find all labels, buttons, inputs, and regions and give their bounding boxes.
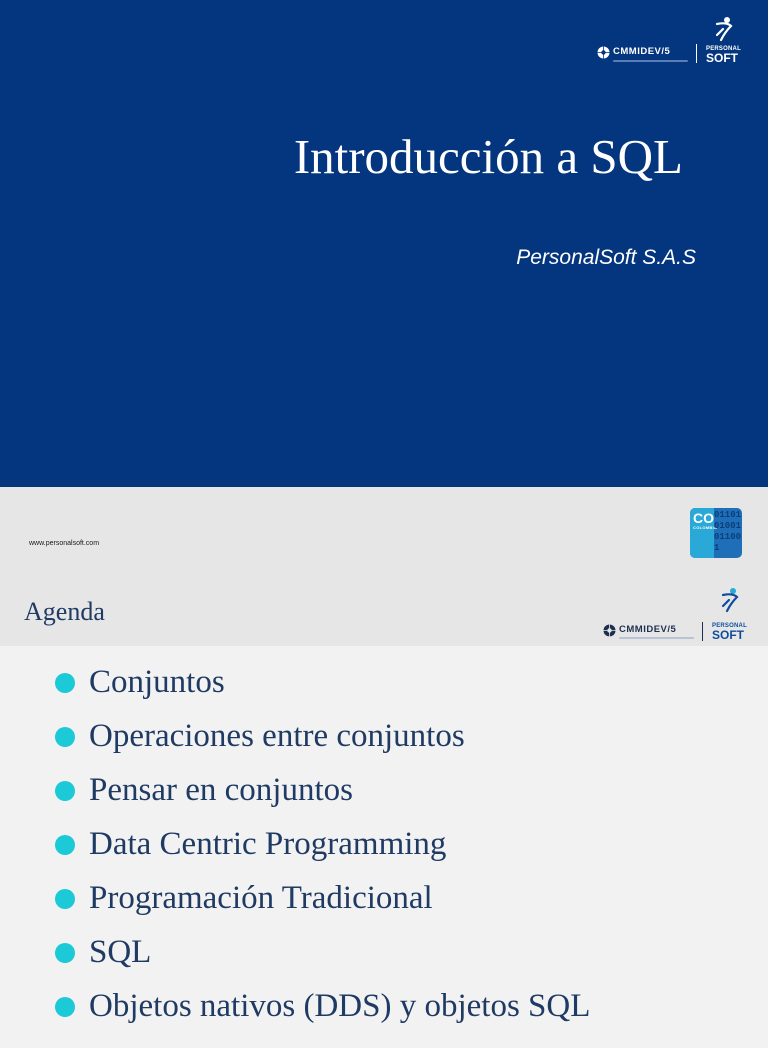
cmmi-fineprint	[613, 60, 688, 62]
cmmi-fineprint	[619, 637, 694, 639]
personalsoft-logo-agenda	[603, 587, 753, 642]
cmmi-label: CMMIDEV/5	[619, 624, 677, 635]
country-name: COLOMBIA	[693, 525, 718, 530]
personal-label: PERSONAL	[706, 46, 741, 52]
logo-divider	[702, 622, 703, 641]
soft-label: SOFT	[706, 51, 738, 65]
bullet-dot	[55, 781, 75, 801]
agenda-title: Agenda	[24, 597, 105, 626]
bullet-dot	[55, 727, 75, 747]
agenda-slide	[0, 576, 768, 1024]
logo-divider	[696, 44, 697, 63]
colombia-badge	[690, 508, 742, 558]
globe-icon	[603, 624, 616, 637]
globe-icon	[597, 46, 610, 59]
bullet-dot	[55, 997, 75, 1017]
personalsoft-logo-header	[597, 16, 747, 65]
runner-icon	[707, 16, 737, 46]
binary-pattern: 0110101001011001	[714, 510, 742, 553]
slide-title: Introducción a SQL	[293, 129, 683, 184]
bullet-dot	[55, 943, 75, 963]
slide-subtitle: PersonalSoft S.A.S	[516, 246, 696, 269]
agenda-item-text: Objetos nativos (DDS) y objetos SQL	[89, 988, 591, 1024]
agenda-item-text: Programación Tradicional	[89, 880, 433, 916]
personal-label: PERSONAL	[712, 623, 747, 629]
runner-icon	[713, 587, 743, 617]
bullet-dot	[55, 889, 75, 909]
agenda-item-text: SQL	[89, 934, 152, 970]
agenda-item-text: Pensar en conjuntos	[89, 772, 353, 808]
agenda-item-text: Operaciones entre conjuntos	[89, 718, 465, 754]
cmmi-label: CMMIDEV/5	[613, 46, 671, 57]
website-url: www.personalsoft.com	[29, 540, 100, 547]
soft-label: SOFT	[712, 628, 744, 642]
agenda-item-text: Conjuntos	[89, 664, 225, 700]
agenda-item-text: Data Centric Programming	[89, 826, 447, 862]
country-code: CO	[693, 510, 714, 526]
bullet-dot	[55, 673, 75, 693]
bullet-dot	[55, 835, 75, 855]
